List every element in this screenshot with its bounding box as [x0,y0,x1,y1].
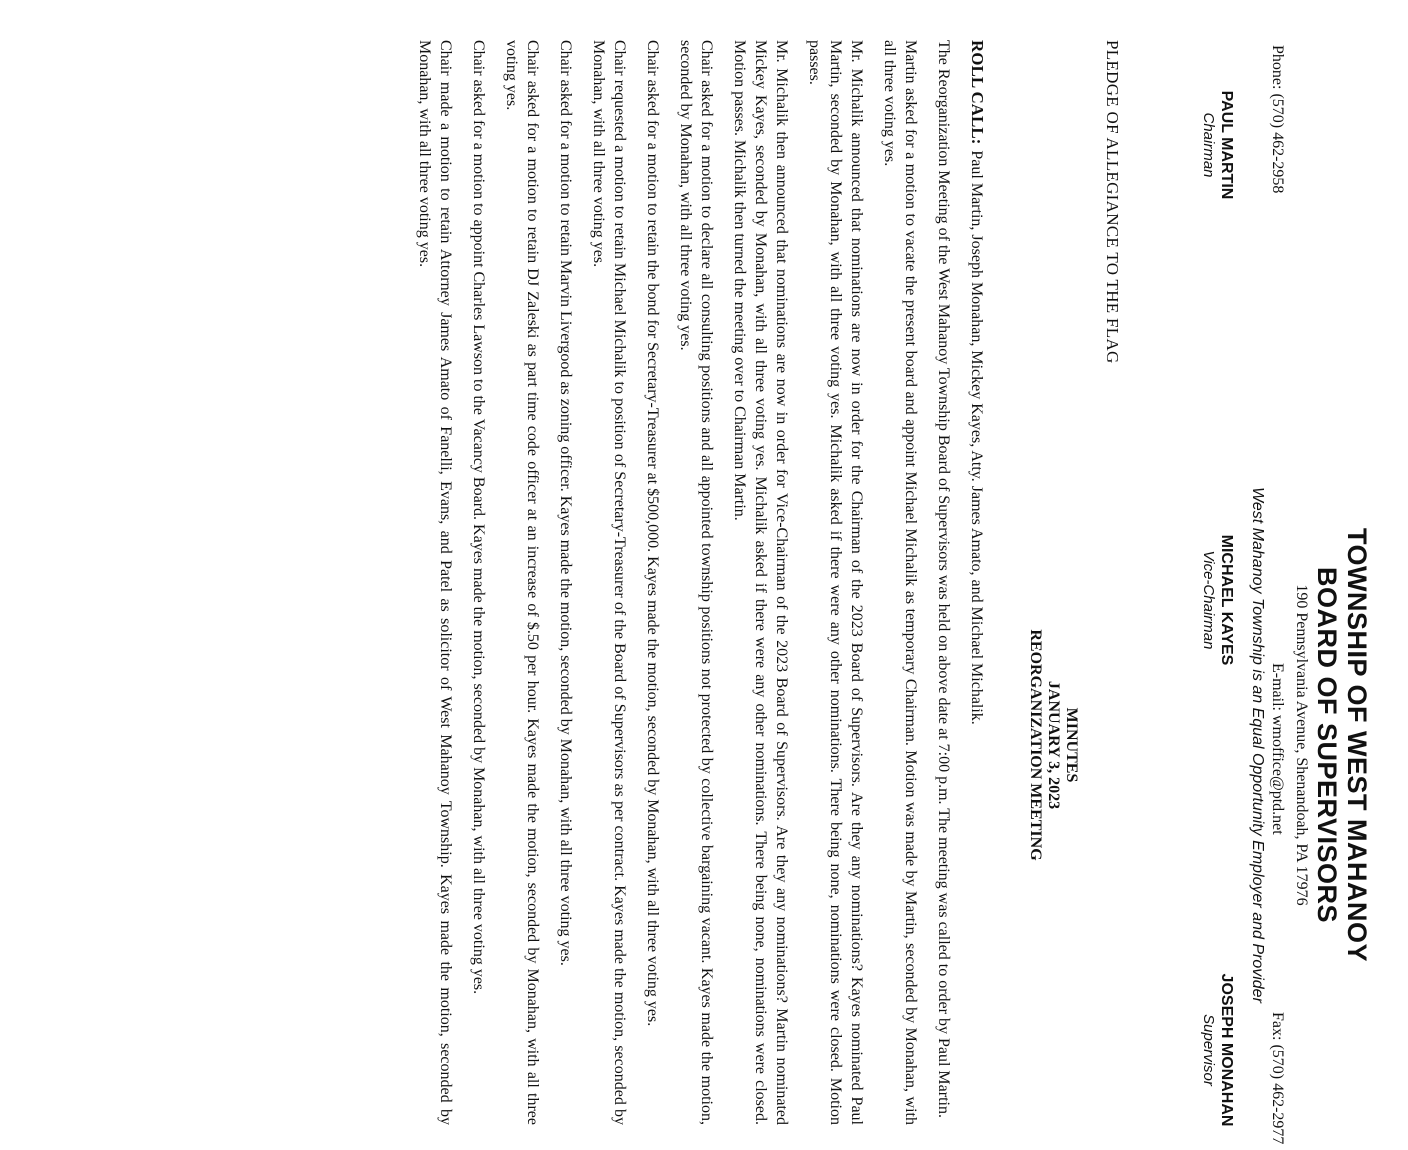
minutes-title: MINUTES [1063,707,1080,783]
roll-call-text: Paul Martin, Joseph Monahan, Mickey Kayes, Atty. James Amato, and Michael Michalik. [968,150,985,725]
paragraph: Chair asked for a motion to retain the bond for Secretary-Treasurer at $500,000. Kayes made the motion, seconded by Monahan, with all three voting yes. [644,40,661,1027]
minutes-body [402,40,988,1125]
paragraph: Chair asked for a motion to retain Marvin Livergood as zoning officer. Kayes made the motion, seconded by Monahan, with all three voting yes. [557,40,574,966]
meeting-type: REORGANIZATION MEETING [1027,629,1044,861]
paragraph: The Reorganization Meeting of the West Mahanoy Township Board of Supervisors was held on above date at 7:00 p.m. The meeting was called to order by Paul Martin. [935,40,952,1118]
paragraph: Mr. Michalik then announced that nominations are now in order for Vice-Chairman of the 2023 Board of Supervisors. Are they any nominations? Martin nominated Mickey Kayes, seconded by Monahan, with all three voting yes. Michalik asked if there were any other nominations. There being none, nominations were closed. Motion passes. Michalik then turned the meeting over to Chairman Martin. [731,40,790,1125]
paragraph: Martin asked for a motion to vacate the present board and appoint Michael Michalik as temporary Chairman. Motion was made by Martin, seconded by Monahan, with all three voting yes. [881,40,919,1125]
document-page [200,40,1380,1145]
officer-vice-chairman [1200,500,1235,700]
email-address: E-mail: wmoffice@ptd.net [1269,663,1286,835]
township-name: TOWNSHIP OF WEST MAHANOY [1342,527,1372,962]
officer-chairman [1200,45,1235,245]
officer-title: Supervisor [1200,1014,1217,1086]
roll-call [966,40,988,1125]
township-address: 190 Pennsylvania Avenue, Shenandoah, PA 17976 [1293,584,1310,906]
paragraph: Chair asked for a motion to declare all consulting positions and all appointed township positions not protected by collective bargaining vacant. Kayes made the motion, seconded by Monahan, with all three voting yes. [677,40,715,1125]
officer-title: Vice-Chairman [1200,550,1217,650]
phone-number: Phone: (570) 462-2958 [1269,45,1286,194]
officer-title: Chairman [1200,112,1217,178]
board-name: BOARD OF SUPERVISORS [1312,566,1342,924]
roll-call-label: ROLL CALL: [968,40,987,145]
paragraph: Chair requested a motion to retain Michael Michalik to position of Secretary-Treasurer of the Board of Supervisors as per contract. Kayes made the motion, seconded by Monahan, with all three voting yes. [590,40,628,1125]
pledge-heading: PLEDGE OF ALLEGIANCE TO THE FLAG [1103,40,1122,364]
paragraph: Chair asked for a motion to retain DJ Zaleski as part time code officer at an increase of $.50 per hour. Kayes made the motion, seconded by Monahan, with all three voting yes. [503,40,541,1125]
fax-number: Fax: (570) 462-2977 [1269,1012,1286,1145]
meeting-date: JANUARY 3, 2023 [1045,680,1062,810]
officer-name: MICHAEL KAYES [1218,534,1235,666]
officer-name: PAUL MARTIN [1218,90,1235,200]
equal-opportunity-statement: West Mahanoy Township is an Equal Opportunity Employer and Provider [1249,487,1266,1003]
paragraph: Mr. Michalik announced that nominations are now in order for the Chairman of the 2023 Board of Supervisors. Are they any nominations? Kayes nominated Paul Martin, seconded by Monahan, with all three voting yes. Michalik asked if there were any other nominations. There being none, nominations were closed. Motion passes. [806,40,865,1125]
paragraph: Chair made a motion to retain Attorney James Amato of Fanelli, Evans, and Patel as solicitor of West Mahanoy Township. Kayes made the motion, seconded by Monahan, with all three voting yes. [416,40,454,1125]
officer-supervisor [1200,950,1235,1150]
officer-name: JOSEPH MONAHAN [1218,973,1235,1127]
paragraph: Chair asked for a motion to appoint Charles Lawson to the Vacancy Board. Kayes made the motion, seconded by Monahan, with all three voting yes. [470,40,487,995]
